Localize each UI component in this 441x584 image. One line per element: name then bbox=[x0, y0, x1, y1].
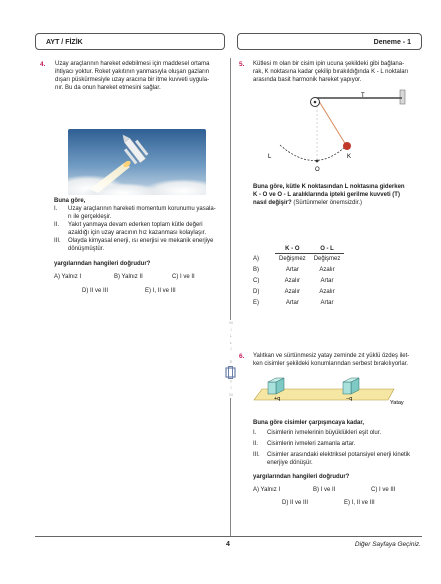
rocket-launch-image bbox=[68, 129, 206, 195]
q4-number: 4. bbox=[40, 61, 46, 68]
q5-question bbox=[253, 183, 423, 207]
q5-option-letter: E) bbox=[253, 299, 259, 306]
side-badge-icon bbox=[224, 366, 237, 379]
q6-statement-num: II. bbox=[253, 441, 259, 447]
side-letter: L bbox=[229, 333, 233, 338]
q6-statement-line: Cisimler arasındaki elektriksel potansiyel enerji kinetik bbox=[267, 452, 411, 458]
q6-number: 6. bbox=[239, 353, 245, 360]
q5-question-line bbox=[253, 199, 423, 207]
side-letter: L bbox=[229, 339, 233, 345]
q4-statement bbox=[54, 237, 224, 253]
column-divider bbox=[230, 58, 231, 536]
q4-choice-b[interactable]: B) Yalnız II bbox=[114, 274, 143, 280]
q6-statement bbox=[253, 429, 423, 437]
q4-intro-line: nır. Bu da onun hareket etmesini sağlar. bbox=[55, 85, 161, 91]
q4-statement bbox=[54, 205, 224, 221]
q6-statement-num: III. bbox=[253, 452, 260, 458]
q5-option-row-d[interactable] bbox=[253, 286, 344, 297]
side-letter: Ğ bbox=[229, 365, 233, 371]
q6-choice-e[interactable]: E) I, II ve III bbox=[344, 500, 375, 506]
q4-statement-line: rı ile gerçekleşir. bbox=[68, 214, 112, 220]
q4-statement-line: azaldığı için uzay aracının hız kazanması kolaylaşır. bbox=[68, 230, 207, 236]
q6-question: yargılarından hangileri doğrudur? bbox=[253, 474, 350, 480]
q5-option-ol: Artar bbox=[320, 299, 334, 306]
q4-intro-line: Uzay araçlarının hareket edebilmesi için maddesel ortama bbox=[55, 61, 210, 67]
q5-note: (Sürtünmeler önemsizdir.) bbox=[293, 200, 363, 206]
rope bbox=[317, 98, 346, 145]
q6-statements bbox=[253, 429, 423, 467]
label-k: K bbox=[347, 154, 352, 160]
label-yatay: Yatay bbox=[390, 400, 404, 406]
q6-statement-line: Cisimlerin ivmelerinin büyüklükleri eşit olur. bbox=[267, 430, 382, 436]
q4-question: yargılarından hangileri doğrudur? bbox=[54, 261, 151, 267]
mass-bob bbox=[343, 142, 351, 150]
side-letter: T bbox=[229, 378, 233, 384]
q5-option-ko: Artar bbox=[285, 267, 299, 274]
q4-statement-num: I. bbox=[54, 206, 58, 212]
q4-choice-e[interactable]: E) I, II ve III bbox=[145, 288, 176, 294]
q4-statement-line: Olayda kimyasal enerji, ısı enerjisi ve mekanik enerjiye bbox=[68, 238, 214, 244]
q4-statement-num: III. bbox=[54, 238, 61, 244]
charged-blocks-figure bbox=[240, 372, 415, 414]
q6-question-intro: Buna göre cisimler çarpışıncaya kadar, bbox=[253, 420, 365, 426]
q5-option-row-b[interactable] bbox=[253, 265, 344, 276]
pendulum-figure bbox=[260, 88, 420, 174]
label-t: T bbox=[361, 93, 365, 99]
q5-option-ol: Azalır bbox=[319, 288, 335, 295]
q5-answer-table bbox=[253, 244, 344, 308]
side-letter: İ bbox=[230, 385, 232, 390]
q4-choice-d[interactable]: D) II ve III bbox=[82, 288, 109, 294]
page-number: 4 bbox=[226, 541, 230, 548]
q5-header-ol: O - L bbox=[310, 244, 345, 254]
q5-intro-line: Kütlesi m olan bir cisim ipin ucuna şekildeki gibi bağlana- bbox=[253, 61, 405, 67]
q5-option-ko: Azalır bbox=[284, 288, 301, 295]
side-letter: E bbox=[229, 359, 233, 364]
q4-choice-c[interactable]: C) I ve II bbox=[172, 274, 195, 280]
q5-intro bbox=[253, 60, 423, 84]
q6-statement-line: Cisimlerin ivmeleri zamanla artar. bbox=[267, 441, 356, 447]
q6-statement-line: enerjiye dönüşür. bbox=[267, 460, 313, 466]
q4-intro-line: dışarı püskürmesiyle uzay aracına bir itme kuvveti uygula- bbox=[55, 77, 210, 83]
q4-statement bbox=[54, 221, 224, 237]
wall-support bbox=[400, 90, 405, 104]
q5-option-letter: C) bbox=[253, 277, 260, 284]
q5-option-ol: Azalır bbox=[319, 267, 335, 274]
q6-choice-c[interactable]: C) I ve III bbox=[371, 487, 396, 493]
q5-intro-line: rak, K noktasına kadar çekilip bırakıldığında K - L noktaları bbox=[253, 69, 409, 75]
q6-choice-d[interactable]: D) II ve III bbox=[282, 500, 309, 506]
q4-statement-line: dönüşmüştür. bbox=[68, 246, 105, 252]
q5-table-corner bbox=[253, 244, 275, 254]
q5-header-ko: K - O bbox=[275, 244, 310, 254]
q5-option-row-c[interactable] bbox=[253, 276, 344, 287]
q5-intro-line: arasında basit harmonik hareket yapıyor. bbox=[253, 77, 362, 83]
q6-statement bbox=[253, 451, 423, 467]
q6-statement bbox=[253, 440, 423, 448]
side-letter: İ bbox=[230, 372, 232, 377]
q5-option-row-e[interactable] bbox=[253, 297, 344, 308]
label-o: O bbox=[315, 167, 320, 173]
label-plus-q: +q bbox=[274, 396, 281, 402]
label-minus-q: −q bbox=[346, 396, 353, 402]
side-letter: İ bbox=[230, 326, 232, 332]
q4-statement-line: Yakıt yanmaya devam ederken toplam kütle değeri bbox=[68, 222, 203, 228]
q5-question-line: Buna göre, kütle K noktasından L noktasına giderken bbox=[253, 184, 405, 190]
q5-option-letter: A) bbox=[253, 256, 259, 263]
label-l: L bbox=[268, 154, 272, 160]
q5-question-line: K - O ve O - L aralıklarında ipteki gerilme kuvveti (T) bbox=[253, 192, 400, 198]
header-left: AYT / FİZİK bbox=[35, 33, 225, 50]
q4-choice-a[interactable]: A) Yalnız I bbox=[54, 274, 82, 280]
side-letter: M bbox=[229, 320, 233, 325]
q5-option-letter: D) bbox=[253, 288, 260, 295]
q5-option-ol: Değişmez bbox=[313, 256, 341, 263]
q4-intro bbox=[55, 60, 225, 92]
side-letter: İ bbox=[230, 346, 232, 351]
side-vertical-text bbox=[226, 320, 236, 398]
q5-option-ko: Artar bbox=[285, 299, 299, 306]
q5-option-ko: Değişmez bbox=[279, 256, 306, 263]
q5-question-line-text: nasıl değişir? bbox=[253, 200, 292, 206]
q4-statement-line: Uzay araçlarının hareketi momentum korunumu yasala- bbox=[68, 206, 216, 212]
side-letter: M bbox=[229, 391, 233, 397]
footer-line bbox=[35, 536, 422, 537]
q6-intro-line: Yalıtkan ve sürtünmesiz yatay zeminde zıt yüklü özdeş ilet- bbox=[253, 353, 410, 359]
q5-option-letter: B) bbox=[253, 267, 259, 274]
pulley-center bbox=[314, 101, 317, 104]
q5-option-ol: Artar bbox=[320, 277, 334, 284]
q6-choice-a[interactable]: A) Yalnız I bbox=[253, 487, 281, 493]
q6-choice-b[interactable]: B) I ve II bbox=[313, 487, 336, 493]
point-o bbox=[316, 160, 319, 163]
q6-intro bbox=[253, 352, 423, 368]
swing-arc bbox=[280, 145, 347, 161]
q4-lead: Buna göre, bbox=[54, 198, 86, 204]
next-page-note: Diğer Sayfaya Geçiniz. bbox=[354, 541, 421, 548]
q6-intro-line: ken cisimler şekildeki konumlarından serbest bırakılıyorlar. bbox=[253, 361, 409, 367]
q6-statement-num: I. bbox=[253, 430, 257, 436]
header-right: Deneme - 1 bbox=[237, 33, 422, 50]
q4-statement-num: II. bbox=[54, 222, 60, 228]
q5-option-row-a[interactable] bbox=[253, 254, 344, 265]
q4-intro-line: ihtiyacı yoktur. Roket yakıtının yanmasıyla oluşan gazların bbox=[55, 69, 210, 75]
q4-statements bbox=[54, 205, 224, 253]
q5-number: 5. bbox=[239, 61, 245, 68]
q5-option-ko: Azalır bbox=[284, 277, 301, 284]
